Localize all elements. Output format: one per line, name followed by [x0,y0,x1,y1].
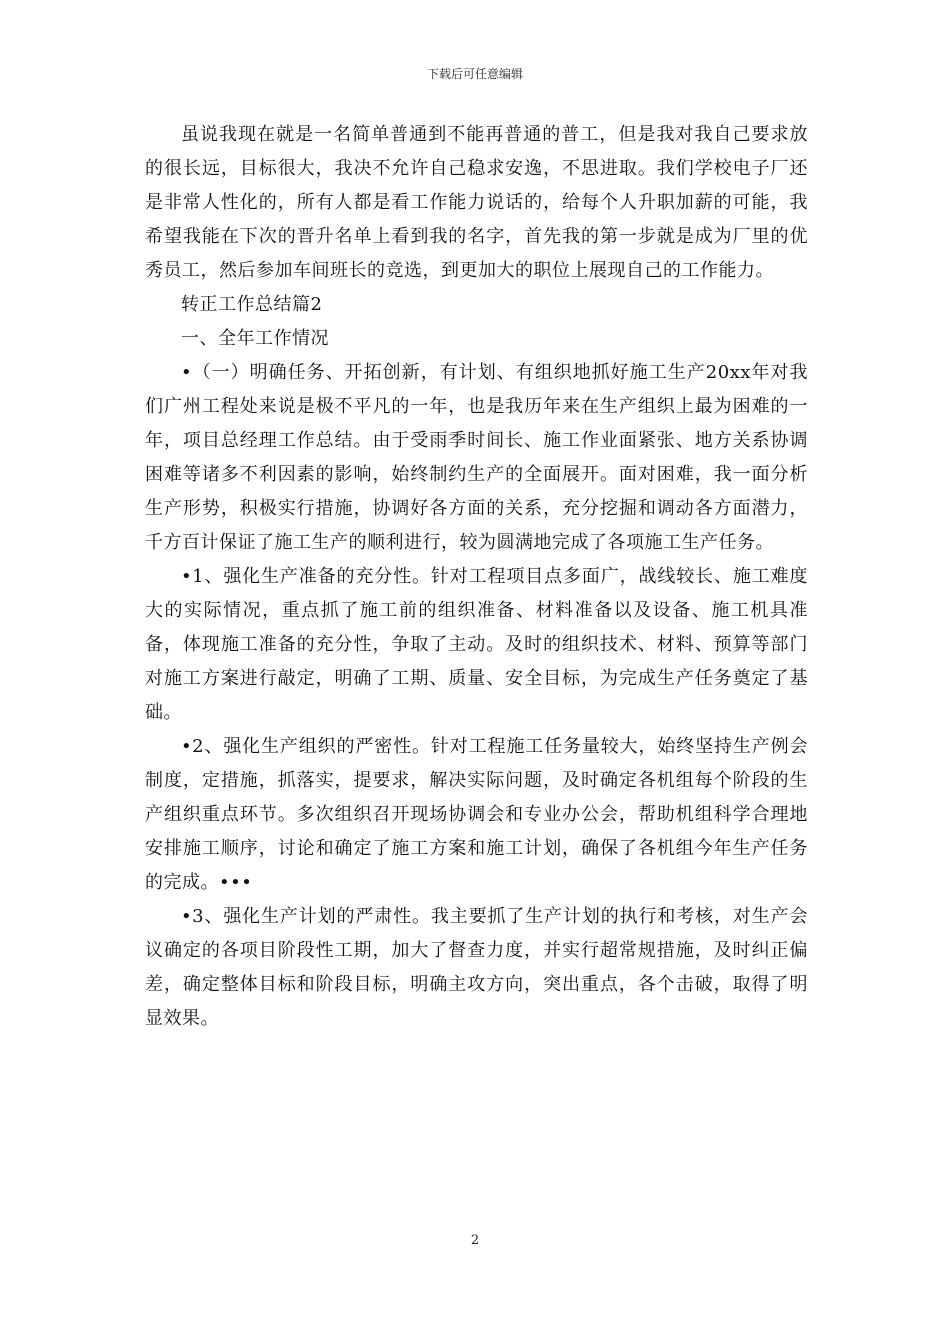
page-number: 2 [470,1233,480,1248]
paragraph-production-plan: •3、强化生产计划的严肃性。我主要抓了生产计划的执行和考核，对生产会议确定的各项目阶段性工期，加大了督查力度，并实行超常规措施，及时纠正偏差，确定整体目标和阶段目标，明确主攻方向，突出重点，各个击破，取得了明显效果。 [145,906,808,1029]
paragraph-production-organization: •2、强化生产组织的严密性。针对工程施工任务量较大，始终坚持生产例会制度，定措施，抓落实，提要求，解决实际问题，及时确定各机组每个阶段的生产组织重点环节。多次组织召开现场协调会和专业办公会，帮助机组科学合理地安排施工顺序，讨论和确定了施工方案和施工计划，确保了各机组今年生产任务的完成。••• [145,736,808,893]
section-title: 转正工作总结篇2 [181,294,323,315]
paragraph-production-preparation: •1、强化生产准备的充分性。针对工程项目点多面广，战线较长、施工难度大的实际情况，重点抓了施工前的组织准备、材料准备以及设备、施工机具准备，体现施工准备的充分性，争取了主动。及时的组织技术、材料、预算等部门对施工方案进行敲定，明确了工期、质量、安全目标，为完成生产任务奠定了基础。 [145,566,808,723]
paragraph-task-innovation: •（一）明确任务、开拓创新，有计划、有组织地抓好施工生产20xx年对我们广州工程处来说是极不平凡的一年，也是我历年来在生产组织上最为困难的一年，项目总经理工作总结。由于受雨季时间长、施工作业面紧张、地方关系协调困难等诸多不利因素的影响，始终制约生产的全面展开。面对困难，我一面分析生产形势，积极实行措施，协调好各方面的关系，充分挖掘和调动各方面潜力，千方百计保证了施工生产的顺利进行，较为圆满地完成了各项施工生产任务。 [145,362,808,553]
paragraph-intro: 虽说我现在就是一名简单普通到不能再普通的普工，但是我对我自己要求放的很长远，目标很大，我决不允许自己稳求安逸，不思进取。我们学校电子厂还是非常人性化的，所有人都是看工作能力说话的，给每个人升职加薪的可能，我希望我能在下次的晋升名单上看到我的名字，首先我的第一步就是成为厂里的优秀员工，然后参加车间班长的竞选，到更加大的职位上展现自己的工作能力。 [145,124,808,281]
document-body [145,118,808,1036]
section-heading: 一、全年工作情况 [181,328,329,349]
page-header: 下载后可任意编辑 [426,67,523,81]
